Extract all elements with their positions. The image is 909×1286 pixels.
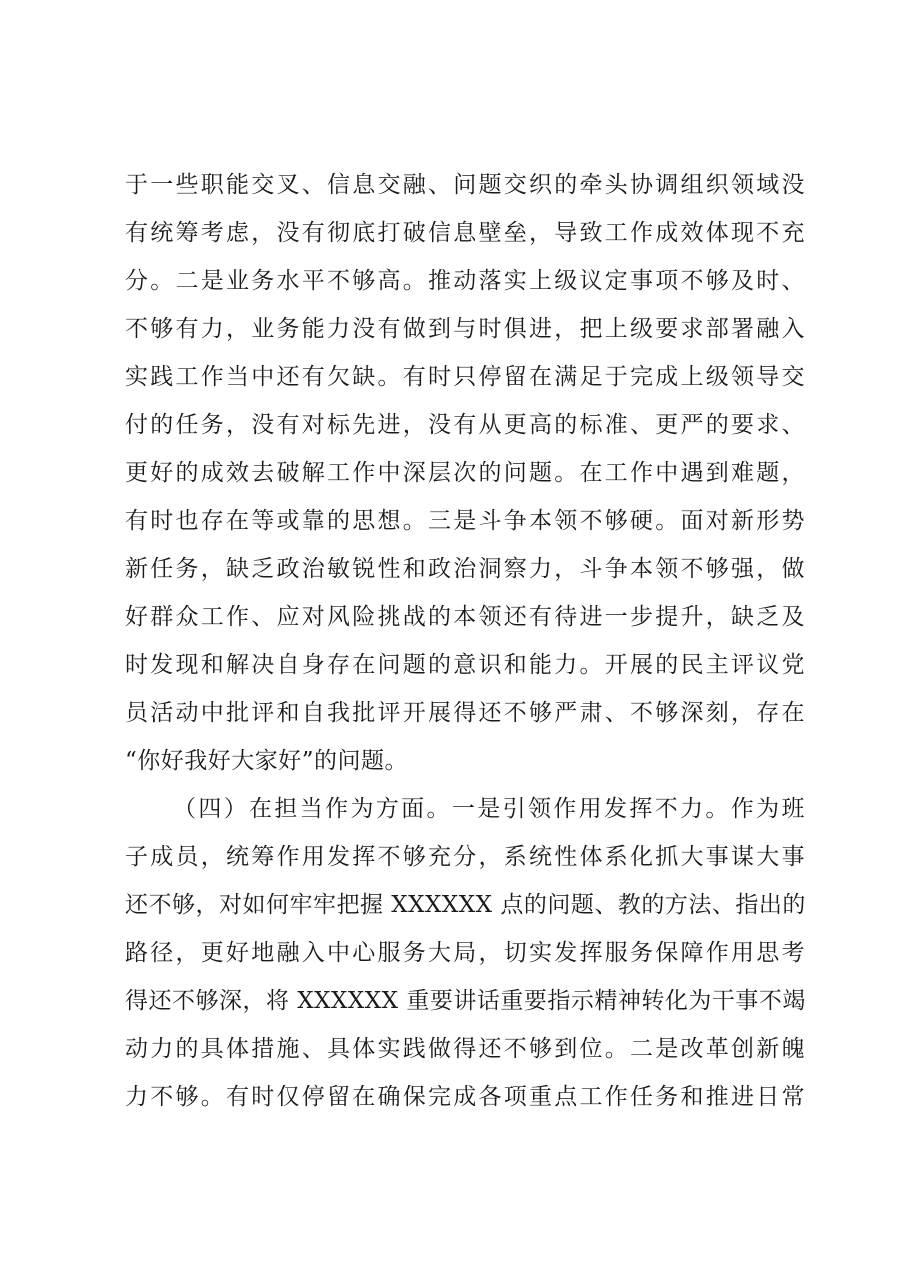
text-line: 员活动中批评和自我批评开展得还不够严肃、不够深刻，存在 bbox=[125, 700, 805, 726]
paragraph-1 bbox=[125, 161, 805, 785]
text-line: 不够有力，业务能力没有做到与时俱进，把上级要求部署融入 bbox=[125, 316, 805, 342]
text-line: 实践工作当中还有欠缺。有时只停留在满足于完成上级领导交 bbox=[125, 364, 805, 390]
text-line: 好群众工作、应对风险挑战的本领还有待进一步提升，缺乏及 bbox=[125, 604, 805, 630]
text-line: 于一些职能交叉、信息交融、问题交织的牵头协调组织领域没 bbox=[125, 172, 805, 198]
text-line: 子成员，统筹作用发挥不够充分，系统性体系化抓大事谋大事 bbox=[125, 844, 805, 870]
text-line: “你好我好大家好”的问题。 bbox=[125, 748, 409, 774]
text-line: 付的任务，没有对标先进，没有从更高的标准、更严的要求、 bbox=[125, 412, 805, 438]
text-line: 时发现和解决自身存在问题的意识和能力。开展的民主评议党 bbox=[125, 652, 805, 678]
text-line: 有统筹考虑，没有彻底打破信息壁垒，导致工作成效体现不充 bbox=[125, 220, 805, 246]
text-line: 力不够。有时仅停留在确保完成各项重点工作任务和推进日常 bbox=[125, 1084, 805, 1110]
text-line: 有时也存在等或靠的思想。三是斗争本领不够硬。面对新形势 bbox=[125, 508, 805, 534]
text-line: 动力的具体措施、具体实践做得还不够到位。二是改革创新魄 bbox=[125, 1036, 805, 1062]
text-line: 更好的成效去破解工作中深层次的问题。在工作中遇到难题， bbox=[125, 460, 805, 486]
text-line: （四）在担当作为方面。一是引领作用发挥不力。作为班 bbox=[173, 796, 805, 822]
text-line: 得还不够深，将 XXXXXX 重要讲话重要指示精神转化为干事不竭 bbox=[125, 988, 806, 1014]
text-line: 路径，更好地融入中心服务大局，切实发挥服务保障作用思考 bbox=[125, 940, 805, 966]
text-line: 还不够，对如何牢牢把握 XXXXXX 点的问题、教的方法、指出的 bbox=[125, 892, 806, 918]
text-line: 新任务，缺乏政治敏锐性和政治洞察力，斗争本领不够强，做 bbox=[125, 556, 805, 582]
document-body bbox=[125, 161, 805, 1121]
paragraph-2 bbox=[125, 785, 805, 1121]
text-line: 分。二是业务水平不够高。推动落实上级议定事项不够及时、 bbox=[125, 268, 805, 294]
